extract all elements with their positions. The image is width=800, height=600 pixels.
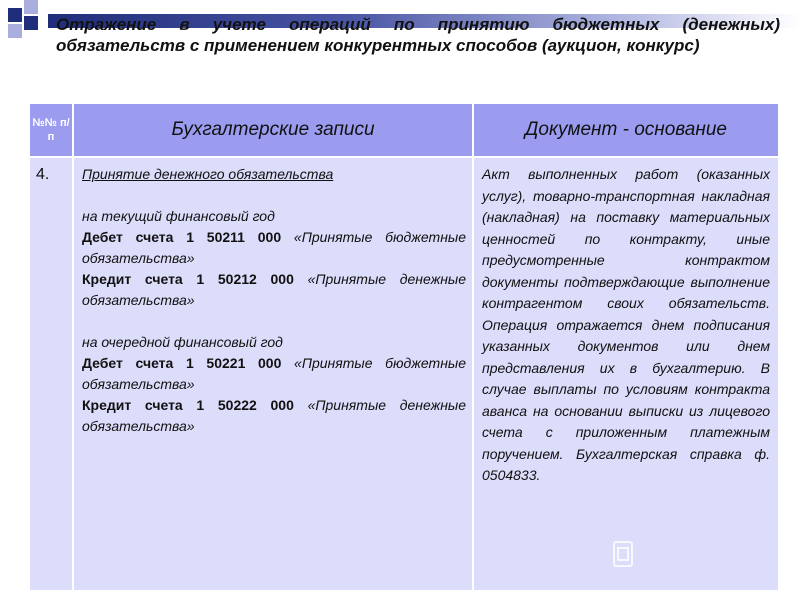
- next-year-label: на очередной финансовый год: [82, 334, 283, 350]
- row-document-cell: [473, 157, 779, 591]
- header-num: №№ п/п: [29, 103, 73, 157]
- entries-heading: Принятие денежного обязательства: [82, 166, 334, 182]
- table-header-row: [29, 103, 779, 157]
- header-entries: Бухгалтерские записи: [73, 103, 473, 157]
- document-basis-text: Акт выполненных работ (оказанных услуг), товарно-транспортная накладная (накладная) на поставку материальных ценностей по контракту, иные предусмотренные контрактом документы подтверждающие выполнение контрагентом своих обязательств. Операция отражается днем подписания указанных документов или днем представления их в бухгалтерию. В случае выплаты по условиям контракта аванса на основании выписки из лицевого счета с приложенным платежным поручением. Бухгалтерская справка ф. 0504833.: [482, 166, 770, 483]
- debit-entry-2: Дебет счета 1 50221 000 «Принятые бюджетные обязательства»: [82, 355, 467, 392]
- row-num: 4.: [36, 166, 50, 183]
- corner-square-1: [8, 8, 22, 22]
- credit-entry-1: Кредит счета 1 50212 000 «Принятые денежные обязательства»: [82, 271, 467, 308]
- row-num-cell: [29, 157, 73, 591]
- debit-entry-1: Дебет счета 1 50211 000 «Принятые бюджетные обязательства»: [82, 229, 467, 266]
- corner-square-4: [24, 16, 38, 30]
- corner-square-3: [8, 24, 22, 38]
- row-entries-cell: [73, 157, 473, 591]
- header-document: Документ - основание: [473, 103, 779, 157]
- accounting-table: [28, 102, 780, 592]
- watermark-icon: [612, 540, 634, 568]
- credit-entry-2: Кредит счета 1 50222 000 «Принятые денежные обязательства»: [82, 397, 467, 434]
- corner-square-2: [24, 0, 38, 14]
- table-row: [29, 157, 779, 591]
- page-title: Отражение в учете операций по принятию бюджетных (денежных) обязательств с применением конкурентных способов (аукцион, конкурс): [56, 15, 780, 55]
- current-year-label: на текущий финансовый год: [82, 208, 275, 224]
